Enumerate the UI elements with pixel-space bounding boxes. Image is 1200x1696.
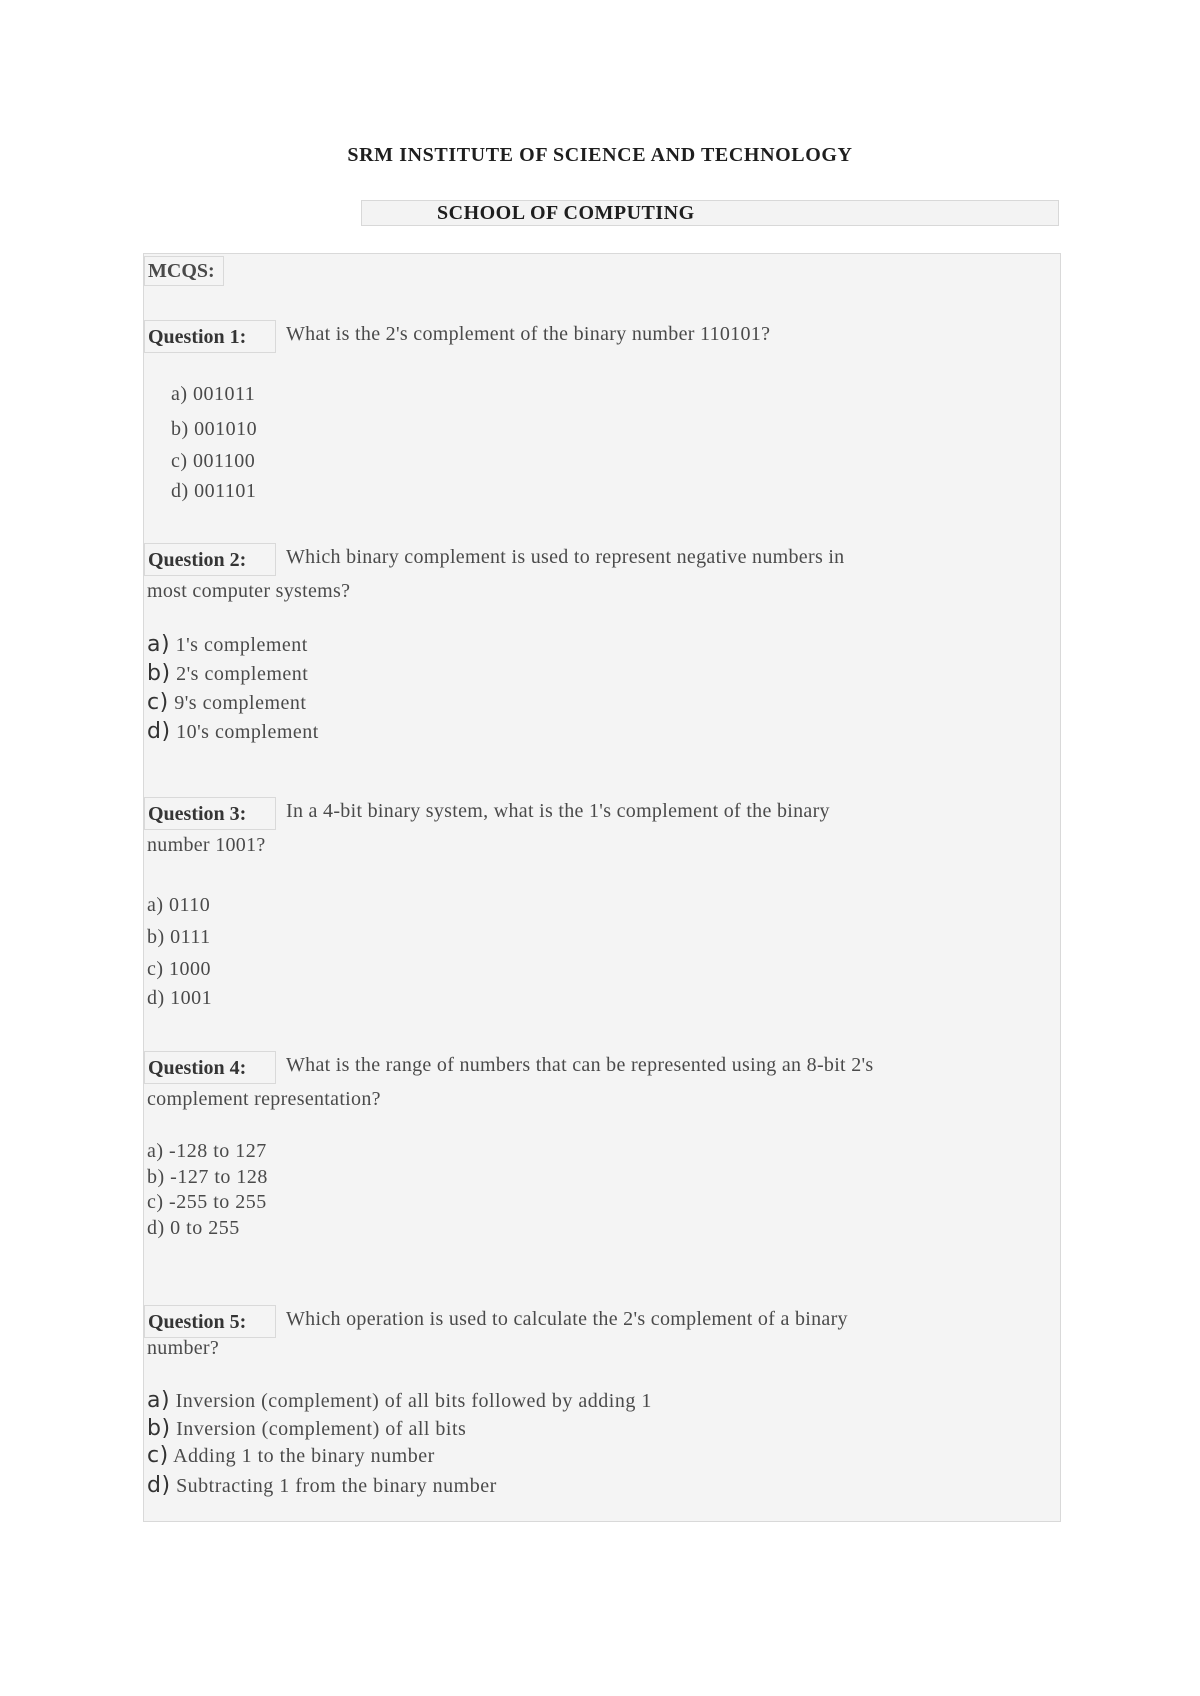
mcq-panel [143, 253, 1061, 1522]
option-letter: d) [147, 719, 171, 744]
question-3-option-c: c) 1000 [147, 958, 212, 980]
option-letter: b) [147, 1416, 171, 1441]
question-4-label: Question 4: [144, 1051, 276, 1084]
question-1-label: Question 1: [144, 320, 276, 353]
question-4-option-c: c) -255 to 255 [147, 1191, 267, 1213]
question-2-text-line-1: Which binary complement is used to represent negative numbers in [286, 546, 845, 568]
option-text: 10's complement [176, 721, 319, 743]
option-letter: a) [147, 632, 171, 657]
question-3-option-d: d) 1001 [147, 987, 213, 1009]
option-text: Adding 1 to the binary number [173, 1445, 435, 1467]
question-1-option-d: d) 001101 [171, 480, 257, 502]
question-5-option-a [147, 1388, 652, 1413]
question-2-option-c [147, 690, 306, 715]
question-5-text-line-2: number? [147, 1337, 220, 1359]
option-text: Inversion (complement) of all bits [176, 1418, 467, 1440]
question-2-option-b [147, 661, 308, 686]
institute-title: SRM INSTITUTE OF SCIENCE AND TECHNOLOGY [347, 144, 853, 166]
question-5-option-c [147, 1443, 435, 1468]
question-5-option-b [147, 1416, 466, 1441]
question-3-option-a: a) 0110 [147, 894, 211, 916]
question-4-option-a: a) -128 to 127 [147, 1140, 267, 1162]
question-1-option-a: a) 001011 [171, 383, 256, 405]
question-4-text-line-1: What is the range of numbers that can be represented using an 8-bit 2's [286, 1054, 874, 1076]
option-letter: c) [147, 1443, 169, 1468]
option-letter: a) [147, 1388, 171, 1413]
question-5-option-d [147, 1473, 497, 1498]
option-text: 1's complement [175, 634, 308, 656]
option-text: Inversion (complement) of all bits followed by adding 1 [175, 1390, 652, 1412]
question-1-option-c: c) 001100 [171, 450, 256, 472]
option-text: Subtracting 1 from the binary number [176, 1475, 497, 1497]
option-letter: b) [147, 661, 171, 686]
question-2-option-d [147, 719, 319, 744]
question-5-label: Question 5: [144, 1305, 276, 1338]
section-label: MCQS: [144, 256, 224, 286]
question-2-label: Question 2: [144, 543, 276, 576]
question-3-text-line-2: number 1001? [147, 834, 266, 856]
question-3-text-line-1: In a 4-bit binary system, what is the 1's complement of the binary [286, 800, 830, 822]
question-5-text-line-1: Which operation is used to calculate the 2's complement of a binary [286, 1308, 848, 1330]
question-3-option-b: b) 0111 [147, 926, 211, 948]
question-1-text: What is the 2's complement of the binary number 110101? [286, 323, 771, 345]
question-4-option-d: d) 0 to 255 [147, 1217, 240, 1239]
question-1-option-b: b) 001010 [171, 418, 258, 440]
option-letter: d) [147, 1473, 171, 1498]
option-text: 9's complement [174, 692, 307, 714]
question-4-text-line-2: complement representation? [147, 1088, 381, 1110]
question-3-label: Question 3: [144, 797, 276, 830]
question-2-option-a [147, 632, 308, 657]
question-2-text-line-2: most computer systems? [147, 580, 351, 602]
option-letter: c) [147, 690, 169, 715]
school-name: SCHOOL OF COMPUTING [361, 200, 1059, 226]
question-4-option-b: b) -127 to 128 [147, 1166, 268, 1188]
option-text: 2's complement [176, 663, 309, 685]
